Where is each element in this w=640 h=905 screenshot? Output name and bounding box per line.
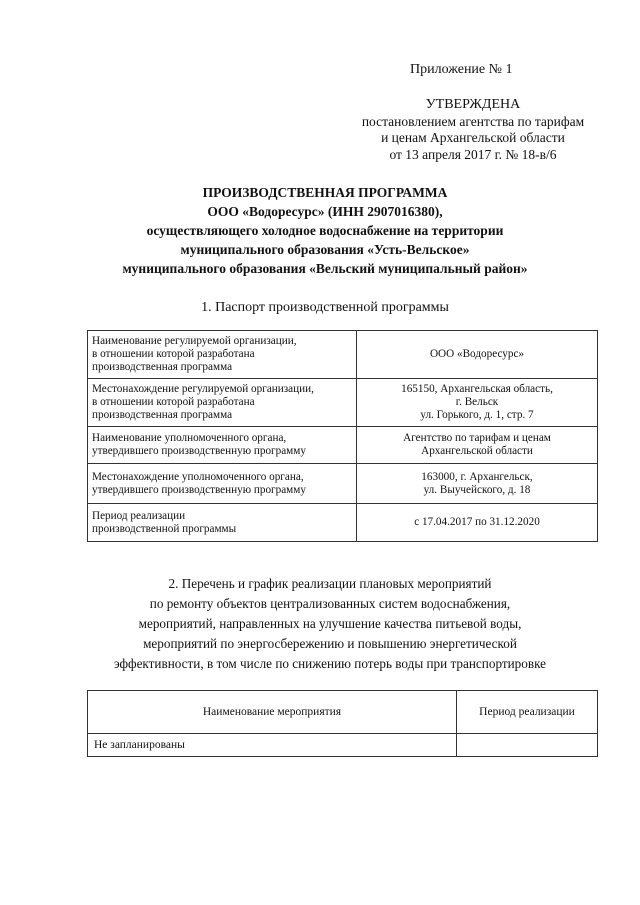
key-line: производственная программа: [92, 409, 233, 421]
key-line: в отношении которой разработана: [92, 348, 255, 360]
table-row: [88, 379, 598, 427]
approval-line: и ценам Архангельской области: [381, 130, 565, 145]
value-line: ул. Горького, д. 1, стр. 7: [420, 409, 534, 421]
title-line: осуществляющего холодное водоснабжение на территории: [146, 223, 504, 238]
table-row: [88, 464, 598, 504]
section2-line: по ремонту объектов централизованных систем водоснабжения,: [149, 596, 511, 611]
approval-line: постановлением агентства по тарифам: [361, 113, 585, 129]
value-line: с 17.04.2017 по 31.12.2020: [414, 516, 540, 528]
section2-heading: [80, 574, 580, 674]
table-row: [88, 504, 598, 542]
table-cell: Не запланированы: [88, 734, 457, 757]
passport-value: [357, 379, 598, 427]
passport-key: [88, 427, 357, 464]
key-line: утвердившего производственную программу: [92, 445, 306, 457]
key-line: в отношении которой разработана: [92, 396, 255, 408]
section2-line: мероприятий по энергосбережению и повышению энергетической: [143, 636, 517, 651]
passport-table: [87, 330, 598, 542]
key-line: Местонахождение регулируемой организации,: [92, 383, 314, 395]
title-line: муниципального образования «Усть-Вельское»: [180, 242, 470, 257]
approval-line: от 13 апреля 2017 г. № 18-в/6: [389, 146, 557, 162]
key-line: утвердившего производственную программу: [92, 483, 306, 496]
value-line: 165150, Архангельская область,: [401, 383, 553, 395]
title-line: муниципального образования «Вельский муниципальный район»: [122, 261, 528, 276]
title-line: ООО «Водоресурс» (ИНН 2907016380),: [207, 204, 443, 219]
section2-line: 2. Перечень и график реализации плановых мероприятий: [168, 576, 492, 591]
table-cell: [457, 734, 598, 757]
passport-value: [357, 504, 598, 542]
passport-value: [357, 427, 598, 464]
value-line: Архангельской области: [421, 445, 533, 457]
key-line: Период реализации: [92, 509, 186, 522]
key-line: Наименование регулируемой организации,: [92, 335, 297, 347]
approval-heading: УТВЕРЖДЕНА: [425, 97, 521, 112]
section2-line: мероприятий, направленных на улучшение качества питьевой воды,: [138, 616, 522, 631]
document-title: [80, 183, 570, 278]
passport-key: [88, 379, 357, 427]
key-line: производственной программы: [92, 522, 237, 535]
title-line: ПРОИЗВОДСТВЕННАЯ ПРОГРАММА: [202, 185, 448, 200]
key-line: производственная программа: [92, 361, 233, 373]
table-header-row: [88, 691, 598, 734]
key-line: Наименование уполномоченного органа,: [92, 432, 287, 444]
appendix-label: Приложение № 1: [410, 62, 513, 77]
passport-key: [88, 504, 357, 542]
passport-key: [88, 464, 357, 504]
value-line: г. Вельск: [455, 396, 499, 408]
table-row: [88, 331, 598, 379]
passport-value: [357, 331, 598, 379]
passport-key: [88, 331, 357, 379]
value-line: 163000, г. Архангельск,: [421, 470, 533, 483]
approval-block: [330, 97, 616, 163]
table-row: [88, 427, 598, 464]
value-line: Агентство по тарифам и ценам: [403, 432, 551, 444]
column-header: Наименование мероприятия: [88, 691, 457, 734]
value-line: ул. Выучейского, д. 18: [423, 483, 531, 496]
section2-line: эффективности, в том числе по снижению потерь воды при транспортировке: [113, 656, 547, 671]
column-header: Период реализации: [457, 691, 598, 734]
table-row: [88, 734, 598, 757]
section1-heading: 1. Паспорт производственной программы: [201, 300, 449, 315]
key-line: Местонахождение уполномоченного органа,: [92, 470, 304, 483]
value-line: ООО «Водоресурс»: [429, 348, 525, 360]
measures-table: [87, 690, 598, 757]
passport-value: [357, 464, 598, 504]
